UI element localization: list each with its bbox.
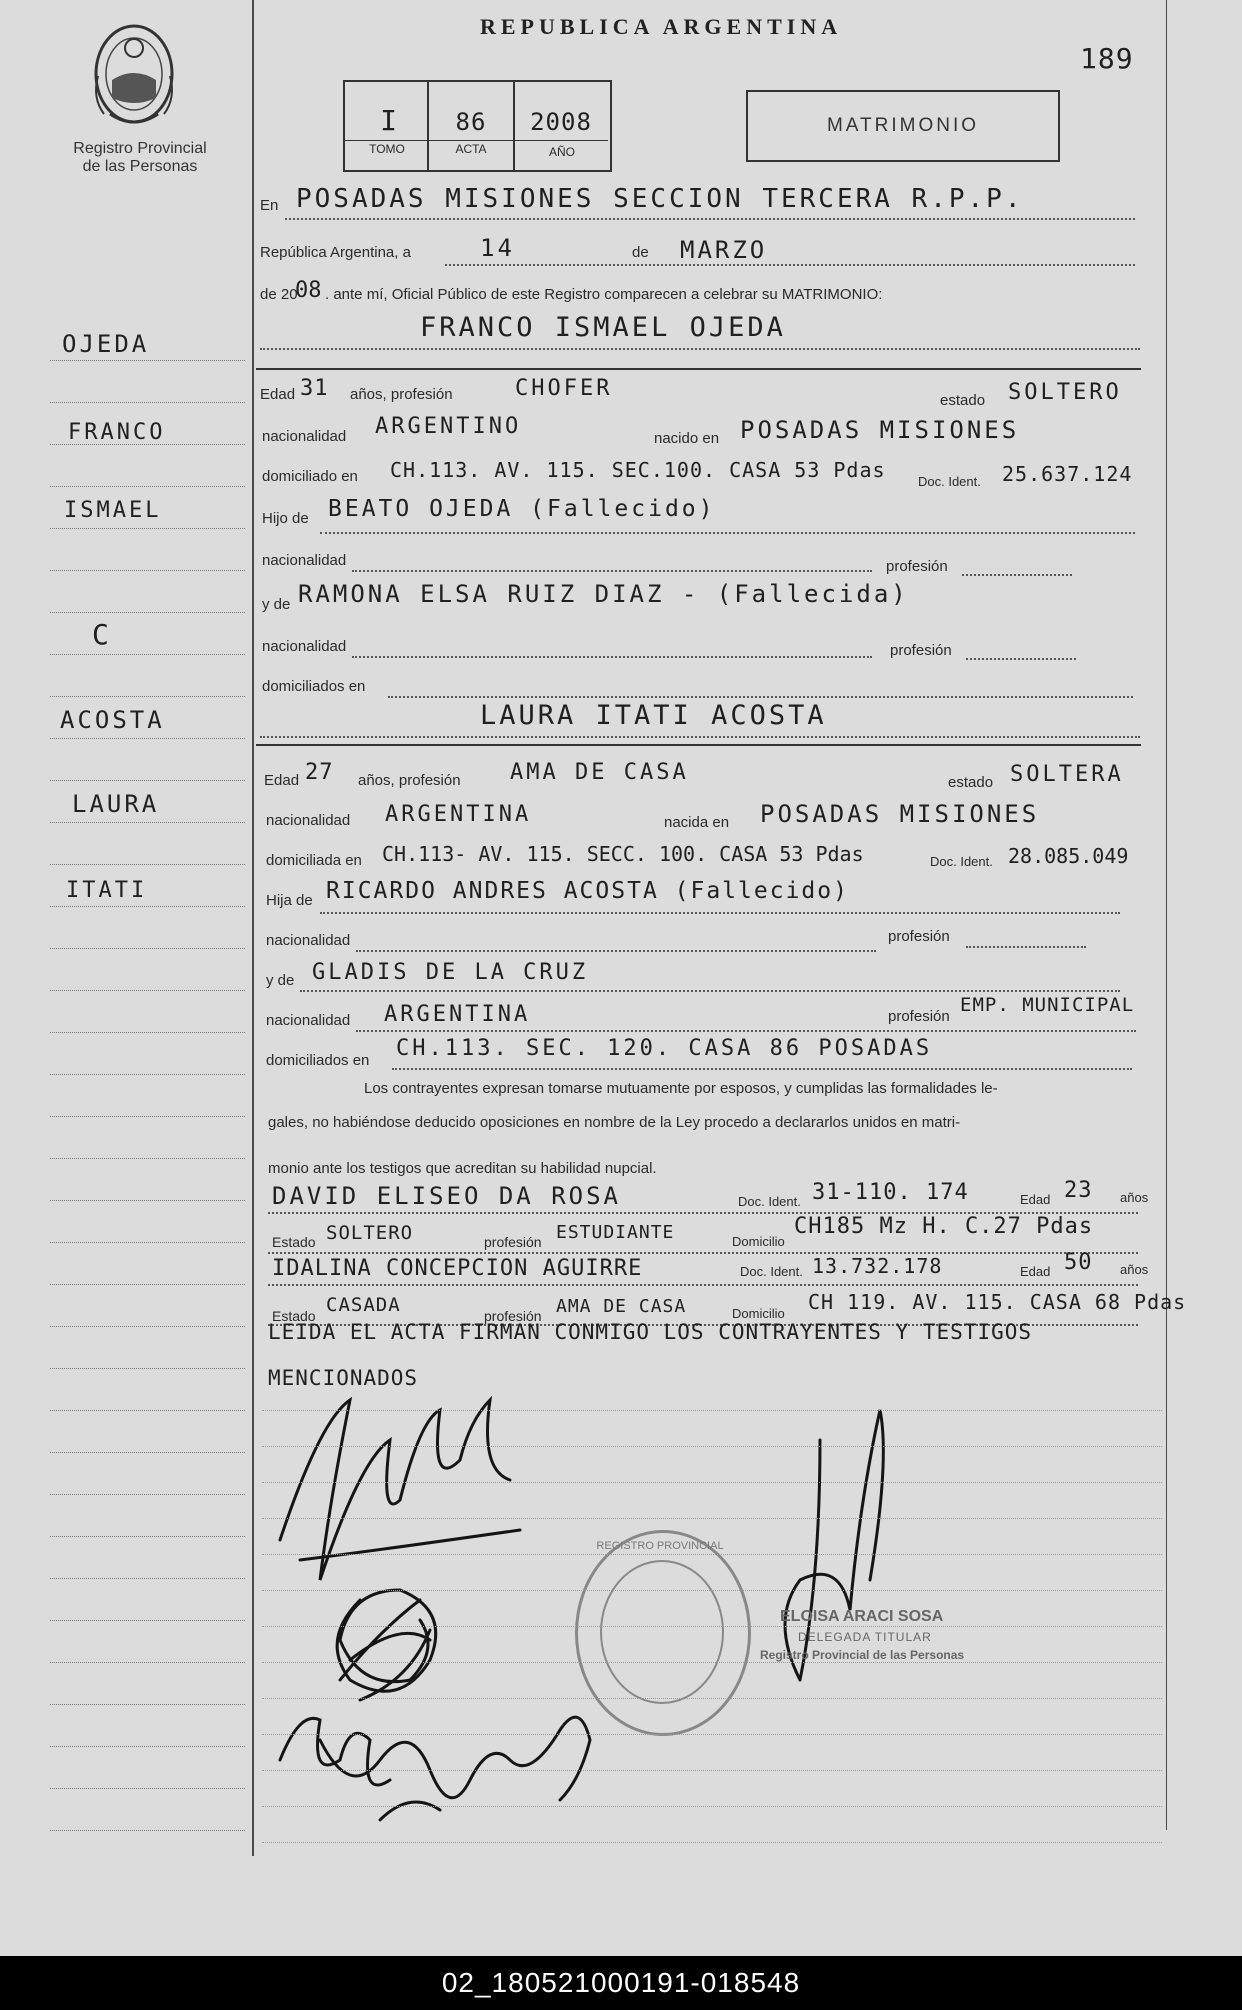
margin-ruled-line — [50, 1494, 245, 1495]
statement-line-3: monio ante los testigos que acreditan su habilidad nupcial. — [268, 1160, 657, 1177]
fill-line — [352, 656, 872, 658]
groom-mother: RAMONA ELSA RUIZ DIAZ - (Fallecida) — [298, 580, 909, 608]
fill-line — [285, 218, 1135, 220]
signature-ruled-line — [262, 1410, 1162, 1411]
margin-conjunction: C — [92, 618, 112, 651]
margin-ruled-line — [50, 444, 245, 445]
fill-line — [268, 1284, 1138, 1286]
witness-1-address-label: Domicilio — [732, 1234, 785, 1249]
closing-line-2: MENCIONADOS — [268, 1366, 419, 1390]
tomo-value: I — [380, 104, 400, 137]
margin-ruled-line — [50, 1578, 245, 1579]
fill-line — [966, 658, 1076, 660]
fill-line — [962, 574, 1072, 576]
witness-1-status-label: Estado — [272, 1234, 316, 1250]
groom-mother-nationality-label: nacionalidad — [262, 638, 347, 655]
margin-ruled-line — [50, 1326, 245, 1327]
margin-ruled-line — [50, 486, 245, 487]
fill-line — [320, 912, 1120, 914]
bride-address: CH.113- AV. 115. SECC. 100. CASA 53 Pdas — [382, 842, 864, 866]
margin-ruled-line — [50, 1704, 245, 1705]
groom-age-label: Edad — [260, 386, 296, 403]
groom-address: CH.113. AV. 115. SEC.100. CASA 53 Pdas — [390, 458, 886, 482]
witness-1-age-label: Edad — [1020, 1192, 1051, 1207]
margin-first-2: LAURA — [72, 790, 160, 818]
fill-line — [388, 696, 1133, 698]
signature-ruled-line — [262, 1590, 1162, 1591]
fill-line — [356, 1030, 1136, 1032]
groom-profession-label: años, profesión — [350, 386, 453, 403]
margin-surname-1: OJEDA — [62, 330, 150, 358]
witness-2-age: 50 — [1064, 1250, 1093, 1275]
witness-2-doc: 13.732.178 — [812, 1254, 943, 1278]
bride-age: 27 — [305, 760, 334, 785]
groom-nationality-label: nacionalidad — [262, 428, 347, 445]
groom-father-label: Hijo de — [262, 510, 309, 527]
marriage-month: MARZO — [680, 236, 768, 264]
bride-father-nationality-label: nacionalidad — [266, 932, 351, 949]
anio-value: 2008 — [530, 108, 592, 136]
margin-ruled-line — [50, 822, 245, 823]
de-label: de — [632, 244, 649, 261]
margin-ruled-line — [50, 570, 245, 571]
witness-2-address: CH 119. AV. 115. CASA 68 Pdas — [808, 1290, 1187, 1314]
witness-1-profession-label: profesión — [484, 1234, 542, 1250]
official-name: ELOISA ARACI SOSA — [780, 1608, 944, 1625]
bride-father-profession-label: profesión — [888, 928, 950, 945]
escudo-misiones-seal — [88, 18, 180, 130]
fill-line — [356, 950, 876, 952]
section-divider — [256, 368, 1141, 370]
intro-text: . ante mí, Oficial Público de este Registro comparecen a celebrar su MATRIMONIO: — [325, 286, 883, 303]
fill-line — [392, 1068, 1132, 1070]
margin-ruled-line — [50, 1284, 245, 1285]
fill-line — [300, 990, 1120, 992]
statement-line-1: Los contrayentes expresan tomarse mutuamente por esposos, y cumplidas las formalidades le- — [364, 1080, 998, 1097]
groom-father: BEATO OJEDA (Fallecido) — [328, 496, 716, 522]
margin-ruled-line — [50, 696, 245, 697]
bride-profession-label: años, profesión — [358, 772, 461, 789]
signature-ruled-line — [262, 1770, 1162, 1771]
groom-mother-label: y de — [262, 596, 291, 613]
signature-ruled-line — [262, 1842, 1162, 1843]
anio-label: AÑO — [548, 145, 575, 159]
groom-signature — [280, 1400, 510, 1580]
acta-value: 86 — [455, 108, 487, 136]
fill-line — [260, 348, 1140, 350]
margin-first-1: FRANCO — [68, 420, 166, 445]
bride-parents-address: CH.113. SEC. 120. CASA 86 POSADAS — [396, 1036, 933, 1061]
bride-status: SOLTERA — [1010, 762, 1124, 787]
margin-ruled-line — [50, 1242, 245, 1243]
witness-1-profession: ESTUDIANTE — [556, 1222, 675, 1243]
bride-profession: AMA DE CASA — [510, 760, 689, 785]
witness-2-age-label: Edad — [1020, 1264, 1051, 1279]
signature-ruled-line — [262, 1806, 1162, 1807]
country-heading: REPUBLICA ARGENTINA — [480, 14, 843, 39]
bride-age-label: Edad — [264, 772, 300, 789]
groom-status: SOLTERO — [1008, 380, 1122, 405]
registry-place: POSADAS MISIONES SECCION TERCERA R.P.P. — [296, 184, 1024, 214]
signature-ruled-line — [262, 1698, 1162, 1699]
en-label: En — [260, 197, 279, 214]
margin-ruled-line — [50, 1410, 245, 1411]
signature-ruled-line — [262, 1518, 1162, 1519]
margin-ruled-line — [50, 1032, 245, 1033]
groom-doc: 25.637.124 — [1002, 462, 1133, 486]
signature-ruled-line — [262, 1446, 1162, 1447]
margin-ruled-line — [50, 612, 245, 613]
margin-ruled-line — [50, 990, 245, 991]
margin-second-2: ITATI — [66, 878, 148, 903]
margin-ruled-line — [50, 654, 245, 655]
bride-mother: GLADIS DE LA CRUZ — [312, 960, 589, 985]
round-seal-text: REGISTRO PROVINCIAL — [596, 1540, 724, 1552]
groom-address-label: domiciliado en — [262, 468, 358, 485]
signature-ruled-line — [262, 1662, 1162, 1663]
margin-surname-2: ACOSTA — [60, 706, 165, 734]
margin-ruled-line — [50, 1536, 245, 1537]
witness-1-address: CH185 Mz H. C.27 Pdas — [794, 1214, 1094, 1239]
year-suffix: 08 — [295, 278, 322, 303]
bride-mother-nationality: ARGENTINA — [384, 1002, 531, 1027]
bride-birthplace-label: nacida en — [664, 814, 730, 831]
round-seal-inner — [600, 1560, 724, 1704]
republica-label: República Argentina, a — [260, 244, 411, 261]
statement-line-2: gales, no habiéndose deducido oposiciones en nombre de la Ley procedo a declararlos unidos en matri- — [268, 1114, 961, 1131]
groom-father-profession-label: profesión — [886, 558, 948, 575]
groom-father-nationality-label: nacionalidad — [262, 552, 347, 569]
bride-status-label: estado — [948, 774, 994, 791]
official-office: Registro Provincial de las Personas — [760, 1648, 965, 1662]
bride-doc: 28.085.049 — [1008, 844, 1129, 868]
margin-second-1: ISMAEL — [64, 498, 162, 523]
box-divider — [345, 140, 608, 141]
fill-line — [445, 264, 1135, 266]
margin-ruled-line — [50, 948, 245, 949]
box-divider — [427, 80, 429, 170]
groom-profession: CHOFER — [515, 376, 613, 401]
bride-doc-label: Doc. Ident. — [930, 854, 993, 869]
section-divider — [256, 744, 1141, 746]
margin-ruled-line — [50, 1788, 245, 1789]
witness-2-signature — [320, 1717, 590, 1800]
margin-ruled-line — [50, 738, 245, 739]
witness-1-status: SOLTERO — [326, 1222, 414, 1244]
right-border — [1166, 0, 1167, 1830]
bride-birthplace: POSADAS MISIONES — [760, 800, 1040, 828]
groom-birthplace-label: nacido en — [654, 430, 720, 447]
bride-mother-nationality-label: nacionalidad — [266, 1012, 351, 1029]
bride-father-label: Hija de — [266, 892, 313, 909]
bride-mother-profession: EMP. MUNICIPAL — [960, 994, 1135, 1016]
margin-ruled-line — [50, 906, 245, 907]
signature-ruled-line — [262, 1626, 1162, 1627]
witness-2-profession-label: profesión — [484, 1308, 542, 1324]
groom-status-label: estado — [940, 392, 986, 409]
groom-name: FRANCO ISMAEL OJEDA — [420, 312, 786, 343]
margin-ruled-line — [50, 1158, 245, 1159]
witness-1-age: 23 — [1064, 1178, 1093, 1203]
acta-label: ACTA — [455, 142, 487, 156]
witness-1-signature — [280, 1718, 390, 1785]
witness-1-doc: 31-110. 174 — [812, 1180, 969, 1205]
margin-ruled-line — [50, 1452, 245, 1453]
fill-line — [260, 736, 1140, 738]
fill-line — [966, 946, 1086, 948]
margin-ruled-line — [50, 1662, 245, 1663]
year-prefix: de 20 — [260, 286, 298, 303]
image-id-footer: 02_180521000191-018548 — [0, 1956, 1242, 2010]
margin-divider — [252, 0, 254, 1856]
bride-nationality: ARGENTINA — [385, 802, 532, 827]
margin-ruled-line — [50, 1116, 245, 1117]
margin-ruled-line — [50, 1830, 245, 1831]
box-divider — [513, 80, 515, 170]
bride-name: LAURA ITATI ACOSTA — [480, 700, 827, 731]
signature-ruled-line — [262, 1482, 1162, 1483]
witness-2-address-label: Domicilio — [732, 1306, 785, 1321]
witness-2-profession: AMA DE CASA — [556, 1296, 687, 1317]
groom-birthplace: POSADAS MISIONES — [740, 416, 1020, 444]
bride-address-label: domiciliada en — [266, 852, 362, 869]
fill-line — [352, 570, 872, 572]
groom-parents-address-label: domiciliados en — [262, 678, 366, 695]
margin-ruled-line — [50, 360, 245, 361]
page-number: 189 — [1080, 42, 1134, 75]
witness-2-anos: años — [1120, 1262, 1149, 1277]
witness-2-status-label: Estado — [272, 1308, 316, 1324]
record-type-box: MATRIMONIO — [746, 90, 1060, 162]
margin-ruled-line — [50, 780, 245, 781]
fill-line — [320, 532, 1135, 534]
bride-mother-profession-label: profesión — [888, 1008, 950, 1025]
closing-line-1: LEIDA EL ACTA FIRMAN CONMIGO LOS CONTRAYENTES Y TESTIGOS — [268, 1320, 1033, 1344]
bride-nationality-label: nacionalidad — [266, 812, 351, 829]
signature-ruled-line — [262, 1734, 1162, 1735]
official-role: DELEGADA TITULAR — [798, 1630, 932, 1644]
bride-parents-address-label: domiciliados en — [266, 1052, 370, 1069]
tomo-label: TOMO — [369, 142, 405, 156]
groom-nationality: ARGENTINO — [375, 414, 522, 439]
fill-line — [268, 1252, 1138, 1254]
bride-father: RICARDO ANDRES ACOSTA (Fallecido) — [326, 878, 849, 904]
margin-ruled-line — [50, 864, 245, 865]
groom-mother-profession-label: profesión — [890, 642, 952, 659]
margin-ruled-line — [50, 402, 245, 403]
bride-signature — [337, 1590, 436, 1691]
margin-ruled-line — [50, 528, 245, 529]
witness-1-doc-label: Doc. Ident. — [738, 1194, 801, 1209]
registry-name: Registro Provincial de las Personas — [73, 140, 207, 175]
margin-ruled-line — [50, 1368, 245, 1369]
margin-ruled-line — [50, 1074, 245, 1075]
margin-ruled-line — [50, 1200, 245, 1201]
margin-ruled-line — [50, 1620, 245, 1621]
witness-2-doc-label: Doc. Ident. — [740, 1264, 803, 1279]
margin-ruled-line — [50, 1746, 245, 1747]
groom-age: 31 — [300, 376, 329, 401]
bride-mother-label: y de — [266, 972, 295, 989]
signature-ruled-line — [262, 1554, 1162, 1555]
groom-doc-label: Doc. Ident. — [918, 474, 981, 489]
marriage-day: 14 — [480, 234, 515, 262]
witness-1-anos: años — [1120, 1190, 1149, 1205]
witness-2-name: IDALINA CONCEPCION AGUIRRE — [272, 1256, 643, 1281]
witness-2-status: CASADA — [326, 1294, 401, 1316]
witness-1-name: DAVID ELISEO DA ROSA — [272, 1182, 621, 1210]
